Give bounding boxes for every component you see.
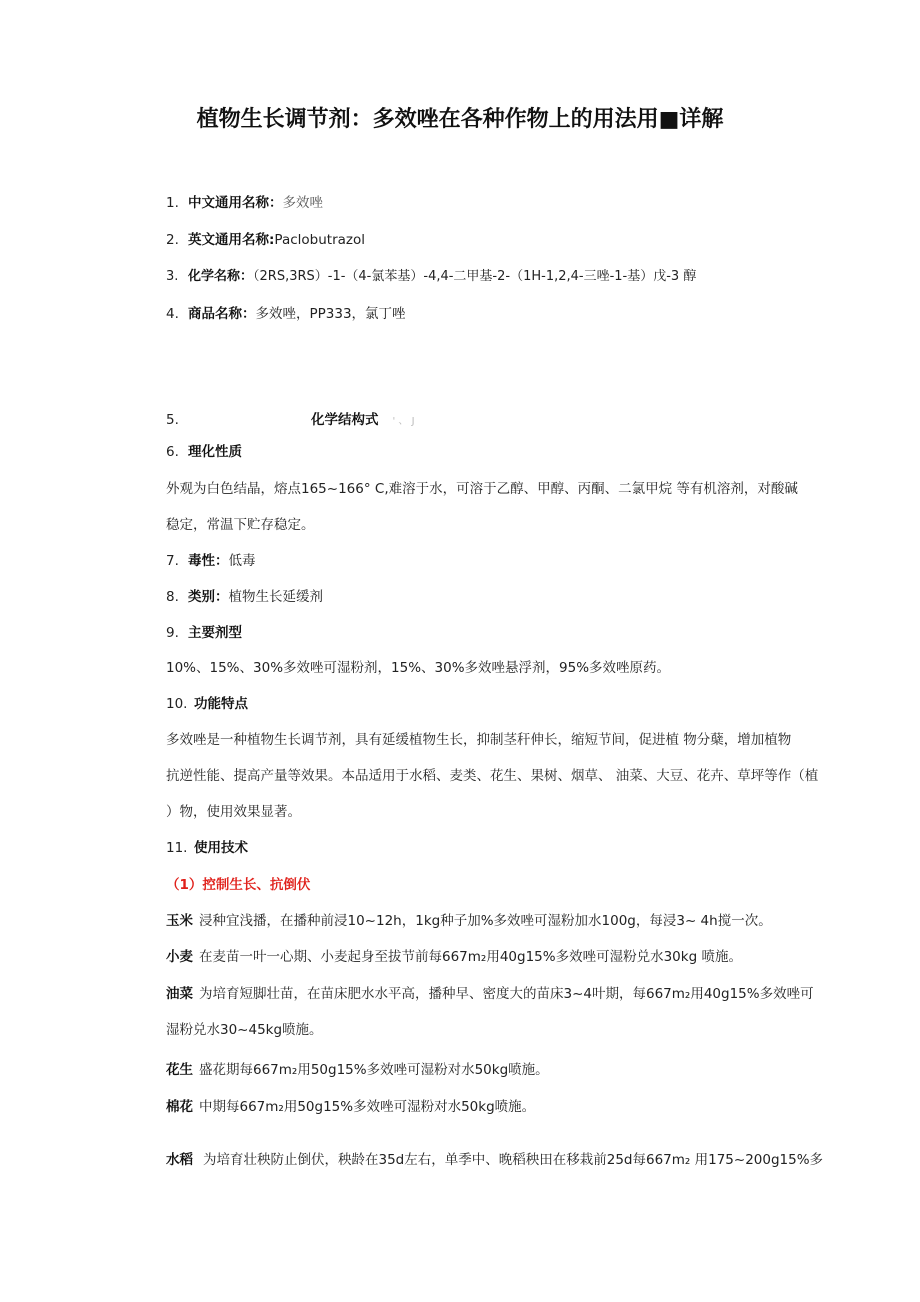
page-title: 植物生长调节剂：多效唑在各种作物上的用法用■详解 [196, 107, 724, 132]
crop-rice: 水稻 为培育壮秧防止倒伏，秧龄在35d左右，单季中、晚稻秧田在移栽前25d每667m₂ 用175~200g15%多 [166, 1152, 824, 1168]
item-1: 1. 中文通用名称：多效唑 [166, 195, 323, 211]
section-heading: （1）控制生长、抗倒伏 [166, 877, 311, 893]
item-10: 10. 功能特点 [166, 696, 248, 712]
crop-cotton: 棉花 中期每667m₂用50g15%多效唑可湿粉对水50kg喷施。 [166, 1099, 536, 1115]
item-4: 4. 商品名称：多效唑，PP333，氯丁唑 [166, 306, 406, 322]
structure-image-remnant: ' 、 J [392, 416, 415, 427]
features-line-1: 多效唑是一种植物生长调节剂，具有延缓植物生长，抑制茎秆伸长，缩短节间，促进植 物分蘖，增加植物 [166, 732, 792, 748]
item-7: 7. 毒性：低毒 [166, 553, 256, 569]
features-line-3: ）物，使用效果显著。 [166, 804, 301, 820]
properties-line-2: 稳定，常温下贮存稳定。 [166, 517, 315, 533]
item-9: 9. 主要剂型 [166, 625, 242, 641]
features-line-2: 抗逆性能、提高产量等效果。本品适用于水稻、麦类、花生、果树、烟草、 油菜、大豆、花卉、草坪等作（植 [166, 768, 819, 784]
item-3: 3. 化学名称：（2RS,3RS）-1-（4-氯苯基）-4,4-二甲基-2-（1H-1,2,4-三唑-1-基）戊-3 醇 [166, 269, 697, 284]
item-6: 6. 理化性质 [166, 444, 242, 460]
properties-line-1: 外观为白色结晶，熔点165~166° C,难溶于水，可溶于乙醇、甲醇、丙酮、二氯甲烷 等有机溶剂，对酸碱 [166, 481, 798, 497]
item-2: 2. 英文通用名称:Paclobutrazol [166, 232, 365, 248]
crop-peanut: 花生 盛花期每667m₂用50g15%多效唑可湿粉对水50kg喷施。 [166, 1062, 549, 1078]
crop-rapeseed-cont: 湿粉兑水30~45kg喷施。 [166, 1022, 323, 1038]
crop-rapeseed: 油菜 为培育短脚壮苗，在苗床肥水水平高，播种早、密度大的苗床3~4叶期，每667m₂用40g15%多效唑可 [166, 986, 814, 1002]
crop-corn: 玉米 浸种宜浅播，在播种前浸10~12h，1kg种子加%多效唑可湿粉加水100g，每浸3~ 4h搅一次。 [166, 913, 772, 929]
crop-wheat: 小麦 在麦苗一叶一心期、小麦起身至拔节前每667m₂用40g15%多效唑可湿粉兑水30kg 喷施。 [166, 949, 742, 965]
formulations: 10%、15%、30%多效唑可湿粉剂，15%、30%多效唑悬浮剂，95%多效唑原药。 [166, 660, 671, 676]
item-5: 5. 化学结构式 ' 、 J [166, 412, 415, 428]
item-11: 11. 使用技术 [166, 840, 248, 856]
item-8: 8. 类别：植物生长延缓剂 [166, 589, 323, 605]
